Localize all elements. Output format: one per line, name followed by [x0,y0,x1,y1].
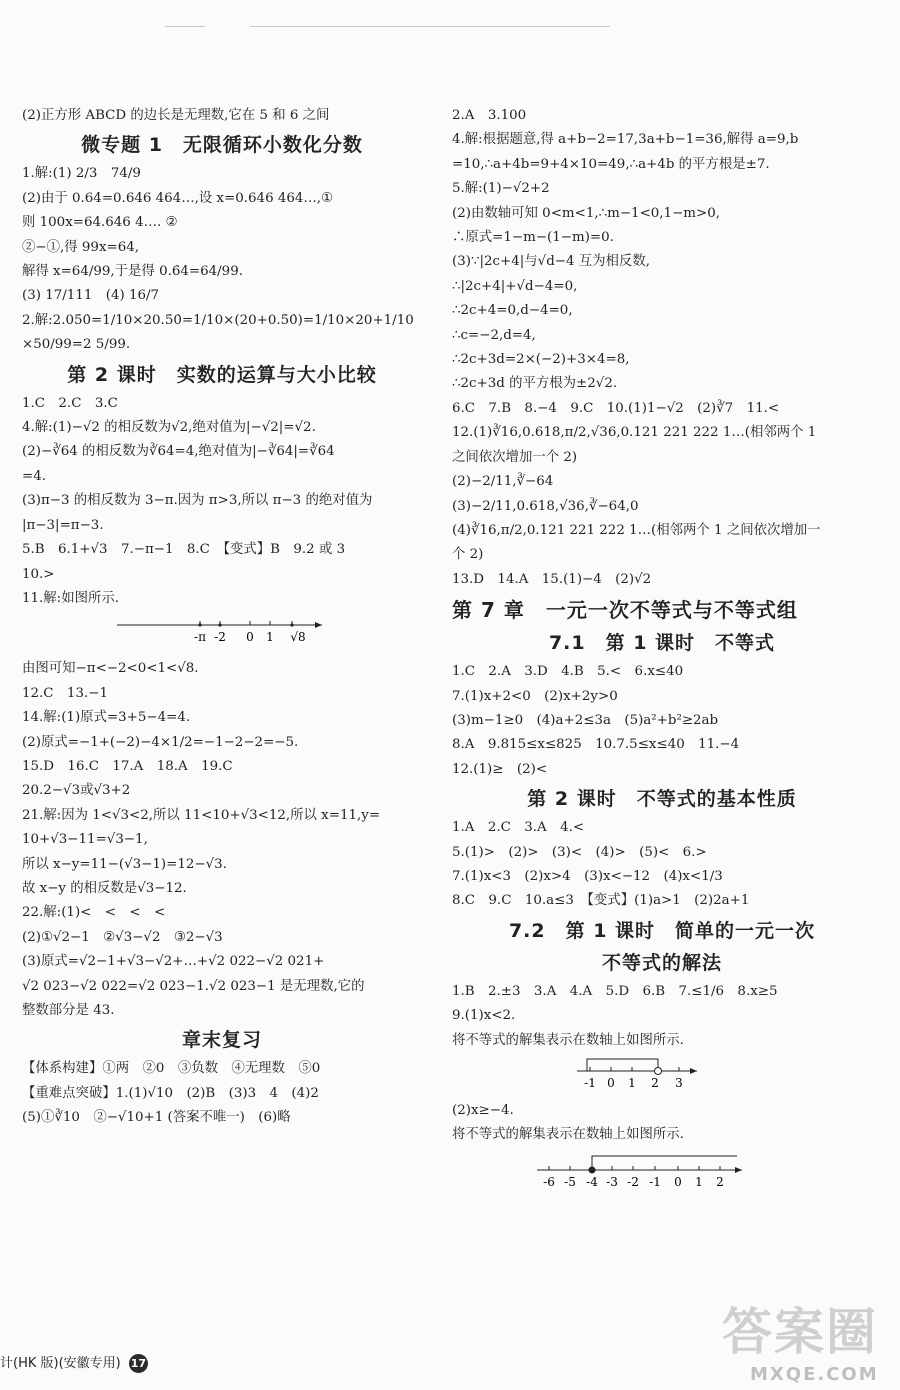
text-line: (2)由数轴可知 0<m<1,∴m−1<0,1−m>0, [452,205,720,221]
text-line: 之间依次增加一个 2) [452,449,578,465]
text-line: (5)①∛10 ②−√10+1 (答案不唯一) (6)略 [22,1110,291,1126]
page-footer [0,1352,148,1373]
page-number-badge: 17 [129,1354,148,1373]
text-line: 7.(1)x<3 (2)x>4 (3)x<−12 (4)x<1/3 [452,868,723,884]
tick-label: -6 [543,1174,555,1189]
text-line: 14.解:(1)原式=3+5−4=4. [22,710,191,726]
text-line: 故 x−y 的相反数是√3−12. [22,880,187,896]
text-line: 将不等式的解集表示在数轴上如图所示. [452,1127,684,1143]
section-heading: 第 7 章 一元一次不等式与不等式组 [452,598,798,623]
text-line: 【体系构建】①两 ②0 ③负数 ④无理数 ⑤0 [22,1061,321,1077]
text-line: 15.D 16.C 17.A 18.A 19.C [22,758,233,774]
watermark-title: 答案圈 [722,1303,878,1361]
tick-label: 1 [628,1076,636,1090]
text-line: 7.(1)x+2<0 (2)x+2y>0 [452,688,618,704]
tick-label: -4 [586,1174,598,1189]
text-line: 12.(1)≥ (2)< [452,761,548,777]
left-column [22,104,422,1131]
text-line: (3)−2/11,0.618,√36,∛−64,0 [452,498,639,514]
text-line: 6.C 7.B 8.−4 9.C 10.(1)1−√2 (2)∛7 11.< [452,400,780,416]
number-line-2 [452,1053,872,1099]
text-line: ∴|2c+4|+√d−4=0, [452,278,578,294]
section-heading: 7.1 第 1 课时 不等式 [548,632,776,655]
section-heading: 第 2 课时 不等式的基本性质 [527,788,797,811]
text-line: 由图可知−π<−2<0<1<√8. [22,661,199,677]
text-line: 4.解:(1)−√2 的相反数为√2,绝对值为|−√2|=√2. [22,420,316,436]
text-line: 1.B 2.±3 3.A 4.A 5.D 6.B 7.≤1/6 8.x≥5 [452,983,778,999]
number-line-svg [22,611,322,657]
text-line: 1.C 2.C 3.C [22,395,118,411]
footer-text: 计(HK 版)(安徽专用) [0,1356,121,1371]
axis-arrow [315,622,322,628]
number-line-3 [452,1148,872,1194]
text-line: =10,∴a+4b=9+4×10=49,∴a+4b 的平方根是±7. [452,156,770,172]
number-line-1 [22,611,422,657]
text-line: ∴2c+4=0,d−4=0, [452,303,573,319]
text-line: (3)∵|2c+4|与√d−4 互为相反数, [452,254,650,270]
text-line: |π−3|=π−3. [22,517,104,533]
tick-label: 1 [266,630,274,645]
solution-bracket [587,1059,658,1071]
text-line: (2)−∛64 的相反数为∛64=4,绝对值为|−∛64|=∛64 [22,444,335,460]
tick-label: 2 [651,1076,659,1090]
tick-label: 2 [716,1174,724,1189]
text-line: 整数部分是 43. [22,1003,115,1018]
text-line: 8.A 9.815≤x≤825 10.7.5≤x≤40 11.−4 [452,737,740,753]
text-line: ∴原式=1−m−(1−m)=0. [452,230,614,246]
text-line: (2)原式=−1+(−2)−4×1/2=−1−2−2=−5. [22,734,299,750]
text-line: 9.(1)x<2. [452,1008,516,1024]
text-line: (2)x≥−4. [452,1103,514,1118]
top-rule-left [165,26,205,27]
text-line: (3) 17/111 (4) 16/7 [22,288,160,304]
top-rule-right [250,26,610,27]
text-line: 8.C 9.C 10.a≤3 【变式】(1)a>1 (2)2a+1 [452,893,750,909]
section-heading: 微专题 1 无限循环小数化分数 [81,134,363,157]
tick-label: -π [194,630,206,645]
point-dot [218,624,221,627]
tick-label: -1 [649,1174,661,1189]
tick-label: -1 [584,1076,596,1090]
text-line: ②−①,得 99x=64, [22,239,140,255]
tick-label: 0 [246,630,254,645]
text-line: 10.> [22,566,55,582]
open-endpoint [655,1068,662,1075]
section-heading: 第 2 课时 实数的运算与大小比较 [67,363,377,386]
text-line: 10+√3−11=√3−1, [22,832,148,848]
tick-label: 0 [607,1076,615,1090]
closed-endpoint [589,1166,596,1173]
text-line: 所以 x−y=11−(√3−1)=12−√3. [22,856,227,872]
tick-label: -2 [627,1174,639,1189]
text-line: 20.2−√3或√3+2 [22,783,131,799]
tick-label: -5 [564,1174,576,1189]
section-heading: 章末复习 [181,1029,262,1052]
text-line: √2 023−√2 022=√2 023−1.√2 023−1 是无理数,它的 [22,978,365,994]
text-line: 13.D 14.A 15.(1)−4 (2)√2 [452,571,652,587]
text-line: ×50/99=2 5/99. [22,337,131,353]
text-line: 12.(1)∛16,0.618,π/2,√36,0.121 221 222 1…(相邻两个 1 [452,425,817,441]
text-line: 解得 x=64/99,于是得 0.6̇4̇=64/99. [22,264,243,280]
text-line: (3)π−3 的相反数为 3−π.因为 π>3,所以 π−3 的绝对值为 [22,493,373,509]
solution-bracket [592,1156,737,1166]
text-line: 将不等式的解集表示在数轴上如图所示. [452,1032,684,1048]
text-line: 12.C 13.−1 [22,685,108,701]
text-line: (2)正方形 ABCD 的边长是无理数,它在 5 和 6 之间 [22,108,330,123]
text-line: 4.解:根据题意,得 a+b−2=17,3a+b−1=36,解得 a=9,b [452,132,799,148]
point-dot [198,624,201,627]
text-line: 21.解:因为 1<√3<2,所以 11<10+√3<12,所以 x=11,y= [22,807,381,823]
text-line: 则 100x=64.646 4…. ② [22,215,178,231]
text-line: 1.解:(1) 2/3 74/9 [22,166,141,182]
axis-arrow [690,1068,697,1074]
text-line: =4. [22,468,46,484]
right-column [452,104,872,1194]
text-line: ∴2c+3d=2×(−2)+3×4=8, [452,352,630,368]
text-line: 11.解:如图所示. [22,590,120,606]
watermark-logo [722,1292,892,1384]
watermark-url: MXQE.COM [750,1364,879,1385]
tick-label: √8 [290,630,306,645]
text-line: (4)∛16,π/2,0.121 221 222 1…(相邻两个 1 之间依次增加一 [452,522,821,538]
tick-label: -3 [606,1174,618,1189]
text-line: 2.解:2.05̇0̇=1/10×20.5̇0̇=1/10×(20+0.5̇0̇)=1/10×20+1/10 [22,312,414,328]
text-line: 个 2) [452,547,484,563]
text-line: 1.A 2.C 3.A 4.< [452,820,585,836]
number-line-svg [452,1053,712,1099]
tick-label: -2 [214,630,226,645]
number-line-svg [452,1148,752,1194]
text-line: ∴c=−2,d=4, [452,327,536,343]
text-line: (2)①√2−1 ②√3−√2 ③2−√3 [22,929,223,945]
axis-arrow [735,1167,742,1173]
point-dot [290,624,293,627]
text-line: 22.解:(1)< < < < [22,905,166,921]
text-line: 【重难点突破】1.(1)√10 (2)B (3)3 4 (4)2 [22,1085,319,1101]
text-line: 5.解:(1)−√2+2 [452,181,550,197]
text-line: ∴2c+3d 的平方根为±2√2. [452,376,618,392]
tick-label: 3 [675,1076,683,1090]
text-line: 2.A 3.100 [452,108,527,123]
text-line: (3)m−1≥0 (4)a+2≤3a (5)a²+b²≥2ab [452,712,719,728]
tick-label: 1 [695,1174,703,1189]
text-line: (2)由于 0.64̇=0.646 464…,设 x=0.646 464…,① [22,190,334,206]
text-line: 1.C 2.A 3.D 4.B 5.< 6.x≤40 [452,664,684,680]
section-heading: 7.2 第 1 课时 简单的一元一次 [508,919,816,942]
section-heading: 不等式的解法 [601,951,722,974]
text-line: (3)原式=√2−1+√3−√2+…+√2 022−√2 021+ [22,954,325,970]
tick-label: 0 [674,1174,682,1189]
text-line: 5.B 6.1+√3 7.−π−1 8.C 【变式】B 9.2 或 3 [22,542,346,558]
text-line: (2)−2/11,∛−64 [452,474,554,490]
text-line: 5.(1)> (2)> (3)< (4)> (5)< 6.> [452,844,707,860]
